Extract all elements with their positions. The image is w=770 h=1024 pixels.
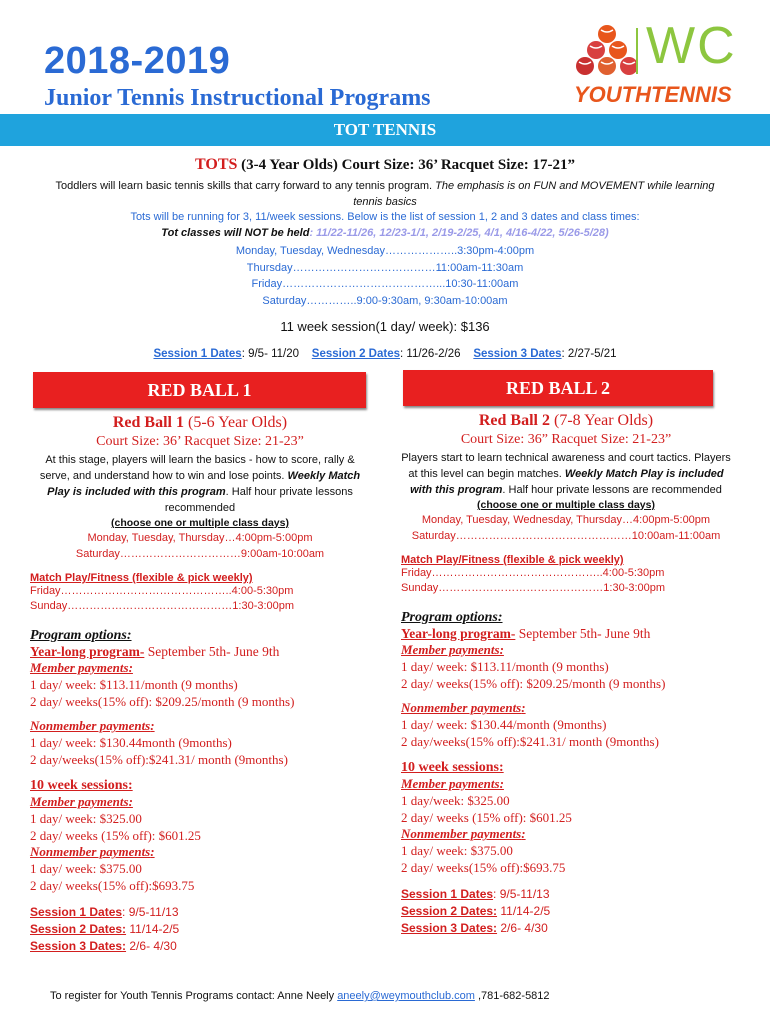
schedule-line: Monday, Tuesday, Wednesday, Thursday…4:00pm-5:00pm <box>421 514 711 526</box>
nonmember-payments-heading: Nonmember payments: <box>401 700 526 715</box>
ten-week-heading: 10 week sessions: <box>30 778 133 793</box>
red-ball-2-desc-bold: Weekly Match Play is included with this program <box>410 468 724 496</box>
tots-session3-label: Session 3 Dates <box>473 348 562 360</box>
red-ball-1-name: Red Ball 1 <box>112 414 184 431</box>
red-ball-1-schedule <box>30 530 370 562</box>
nonmember-label: Nonmember payments <box>401 700 522 715</box>
price-line: 1 day/ week: $113.11/month (9 months) <box>30 677 238 692</box>
match-play-line: Sunday………………………………………1:30-3:00pm <box>401 582 666 594</box>
session-label: Session 1 Dates <box>401 887 494 901</box>
price-line: 1 day/ week: $375.00 <box>401 843 513 858</box>
red-ball-1-desc-bold: Weekly Match Play is included with this program <box>47 470 361 498</box>
registration-footer <box>50 990 550 1002</box>
footer-phone: ,781-682-5812 <box>474 990 550 1002</box>
nonmember-payments-heading: Nonmember payments: <box>30 844 155 859</box>
price-line: 2 day/ weeks(15% off):$693.75 <box>30 878 195 893</box>
nonmember-label: Nonmember payments <box>30 718 151 733</box>
price-line: 1 day/ week: $325.00 <box>30 811 142 826</box>
member-payments-heading: Member payments: <box>401 776 504 791</box>
red-ball-1-ages: (5-6 Year Olds) <box>184 414 288 431</box>
price-line: 1 day/week: $325.00 <box>401 793 510 808</box>
tots-not-held-label: Tot classes will NOT be held <box>161 227 310 239</box>
tots-title <box>0 156 770 174</box>
price-line: 1 day/ week: $113.11/month (9 months) <box>401 659 609 674</box>
price-line: 2 day/ weeks (15% off): $601.25 <box>30 828 201 843</box>
year-long-dates: September 5th- June 9th <box>144 644 280 659</box>
tots-desc-emphasis: The emphasis is on FUN and MOVEMENT while learning tennis basics <box>353 180 715 208</box>
tots-schedule-line: Thursday…………………………………11:00am-11:30am <box>246 261 524 274</box>
price-line: 2 day/ weeks(15% off): $209.25/month (9 months) <box>401 676 666 691</box>
year-long-program <box>30 644 370 660</box>
red-ball-2-court: Court Size: 36” Racquet Size: 21-23” <box>460 432 672 447</box>
program-options-heading: Program options: <box>401 610 503 625</box>
tots-title-label: TOTS <box>195 156 238 173</box>
tennis-balls-icon <box>574 20 640 80</box>
program-year: 2018-2019 <box>44 40 231 82</box>
price-line: 2 day/ weeks(15% off):$693.75 <box>401 860 566 875</box>
red-ball-2-desc-end: . Half hour private lessons are recommended <box>502 484 722 496</box>
schedule-line: Saturday……………………………9:00am-10:00am <box>75 548 325 560</box>
red-ball-2-choose: (choose one or multiple class days) <box>477 499 655 511</box>
tots-description <box>0 178 770 210</box>
red-ball-2-title <box>401 412 731 430</box>
year-long-label: Year-long program- <box>401 626 516 641</box>
match-play-line: Friday………………………………………..4:00-5:30pm <box>401 567 665 579</box>
session-label: Session 1 Dates <box>30 905 123 919</box>
tots-not-held-dates: : 11/22-11/26, 12/23-1/1, 2/19-2/25, 4/1, 4/16-4/22, 5/26-5/28) <box>309 227 609 239</box>
red-ball-1-title <box>30 414 370 432</box>
tots-price: 11 week session(1 day/ week): $136 <box>280 319 490 334</box>
red-ball-1-description <box>30 452 370 516</box>
session-range: : 9/5-11/13 <box>493 887 550 901</box>
session-dates <box>30 904 370 955</box>
program-options-heading: Program options: <box>30 628 132 643</box>
session-range: 11/14-2/5 <box>126 922 180 936</box>
red-ball-1-court: Court Size: 36’ Racquet Size: 21-23” <box>96 434 304 449</box>
year-long-dates: September 5th- June 9th <box>515 626 651 641</box>
red-ball-1-banner: RED BALL 1 <box>33 372 366 408</box>
tots-session1-dates: : 9/5- 11/20 <box>241 348 300 360</box>
price-line: 2 day/weeks(15% off):$241.31/ month (9months) <box>401 734 659 749</box>
price-line: 2 day/weeks(15% off):$241.31/ month (9months) <box>30 752 288 767</box>
price-line: 1 day/ week: $130.44month (9months) <box>30 735 232 750</box>
member-payments-heading: Member payments: <box>30 660 133 675</box>
nonmember-label: Nonmember payments <box>30 844 151 859</box>
tots-running-note: Tots will be running for 3, 11/week sessions. Below is the list of session 1, 2 and 3 dates and class times: <box>130 211 640 223</box>
nonmember-payments-heading: Nonmember payments: <box>401 826 526 841</box>
tots-desc-text: Toddlers will learn basic tennis skills that carry forward to any tennis program. <box>55 180 436 192</box>
match-play-heading: Match Play/Fitness (flexible & pick weekly) <box>30 572 253 584</box>
session-range: 11/14-2/5 <box>497 904 551 918</box>
schedule-line: Monday, Tuesday, Thursday…4:00pm-5:00pm <box>87 532 313 544</box>
price-line: 2 day/ weeks (15% off): $601.25 <box>401 810 572 825</box>
session-range: 2/6- 4/30 <box>497 921 548 935</box>
tots-schedule-line: Monday, Tuesday, Wednesday………………..3:30pm-4:00pm <box>235 245 535 257</box>
red-ball-2-section <box>401 412 731 937</box>
red-ball-1-section <box>30 414 370 955</box>
session-label: Session 2 Dates: <box>30 922 127 936</box>
tots-session2-label: Session 2 Dates <box>311 348 401 360</box>
session-label: Session 2 Dates: <box>401 904 498 918</box>
red-ball-2-name: Red Ball 2 <box>478 412 550 429</box>
schedule-line: Saturday…………………………………………10:00am-11:00am <box>411 530 721 542</box>
tots-session3-dates: : 2/27-5/21 <box>561 348 617 360</box>
member-payments-heading: Member payments: <box>401 642 504 657</box>
red-ball-2-schedule <box>401 512 731 544</box>
red-ball-1-choose: (choose one or multiple class days) <box>111 517 289 529</box>
tots-session1-label: Session 1 Dates <box>153 348 242 360</box>
tot-tennis-banner: TOT TENNIS <box>0 114 770 146</box>
session-dates <box>401 886 731 937</box>
session-range: : 9/5-11/13 <box>122 905 179 919</box>
red-ball-1-desc-end: . Half hour private lessons recommended <box>164 486 353 514</box>
price-line: 1 day/ week: $375.00 <box>30 861 142 876</box>
match-play-line: Friday………………………………………..4:00-5:30pm <box>30 585 294 597</box>
year-long-program <box>401 626 731 642</box>
tots-schedule-line: Saturday…………..9:00-9:30am, 9:30am-10:00am <box>262 294 508 307</box>
tots-session-dates <box>0 348 770 360</box>
program-subtitle: Junior Tennis Instructional Programs <box>44 85 431 111</box>
wc-youth-tennis-logo <box>574 17 750 110</box>
session-range: 2/6- 4/30 <box>126 939 177 953</box>
logo-wc-text: WC <box>646 17 737 75</box>
red-ball-2-desc-text: Players start to learn technical awareness and court tactics. Players at this level can begin matches. <box>401 452 731 480</box>
ten-week-heading: 10 week sessions: <box>401 760 504 775</box>
year-long-label: Year-long program- <box>30 644 145 659</box>
contact-email-link[interactable]: aneely@weymouthclub.com <box>337 990 475 1002</box>
match-play-heading: Match Play/Fitness (flexible & pick weekly) <box>401 554 624 566</box>
logo-youthtennis-text: YOUTHTENNIS <box>574 82 732 107</box>
logo-divider <box>636 28 638 74</box>
tots-session2-dates: : 11/26-2/26 <box>400 348 461 360</box>
member-payments-heading: Member payments: <box>30 794 133 809</box>
tots-schedule <box>0 243 770 309</box>
tots-title-details: (3-4 Year Olds) Court Size: 36’ Racquet Size: 17-21” <box>237 157 575 173</box>
nonmember-payments-heading: Nonmember payments: <box>30 718 155 733</box>
price-line: 1 day/ week: $130.44/month (9months) <box>401 717 607 732</box>
red-ball-2-banner: RED BALL 2 <box>403 370 713 406</box>
tots-schedule-line: Friday……………………………………...10:30-11:00am <box>251 278 519 290</box>
price-line: 2 day/ weeks(15% off): $209.25/month (9 months) <box>30 694 295 709</box>
red-ball-2-description <box>401 450 731 498</box>
footer-text: To register for Youth Tennis Programs contact: Anne Neely <box>50 990 338 1002</box>
red-ball-1-desc-text: At this stage, players will learn the basics - how to score, rally & serve, and understand how to win and lose points. <box>39 454 355 482</box>
match-play-line: Sunday………………………………………1:30-3:00pm <box>30 600 295 612</box>
session-label: Session 3 Dates: <box>401 921 498 935</box>
nonmember-label: Nonmember payments <box>401 826 522 841</box>
session-label: Session 3 Dates: <box>30 939 127 953</box>
red-ball-2-ages: (7-8 Year Olds) <box>550 412 654 429</box>
tots-not-held <box>0 227 770 239</box>
